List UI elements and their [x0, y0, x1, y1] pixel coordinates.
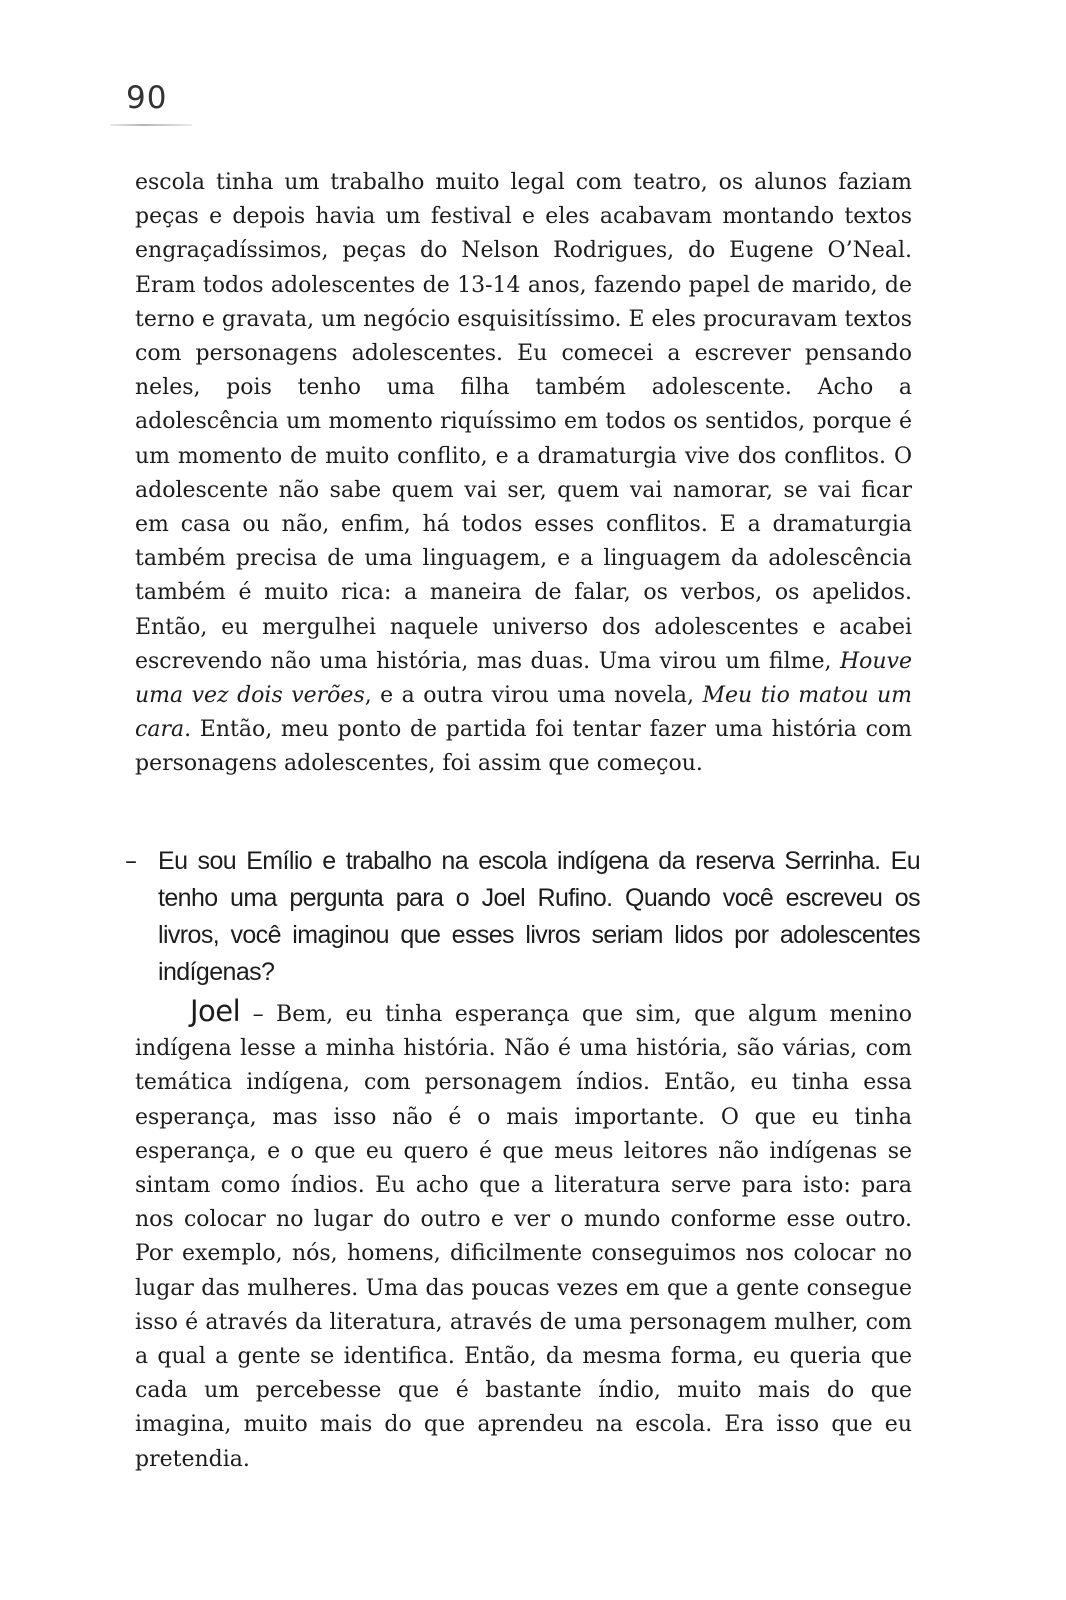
question-text: Eu sou Emílio e trabalho na escola indígena da reserva Serrinha. Eu tenho uma pergunta para o Joel Rufino. Quando você escreveu os livros, você imaginou que esses livros seriam lidos por adolescentes indígenas? — [158, 847, 920, 986]
speaker-name: Joel — [190, 994, 241, 1028]
page-number: 90 — [126, 80, 168, 116]
film-title: Houve uma vez dois verões — [135, 648, 912, 709]
paragraph-text-part: . Então, meu ponto de partida foi tentar fazer uma história com personagens adolescentes, foi assim que começou. — [135, 717, 912, 777]
page-number-underline — [110, 124, 192, 126]
answer-paragraph — [135, 994, 912, 1477]
answer-text: – Bem, eu tinha esperança que sim, que algum menino indígena lesse a minha história. Não é uma história, são várias, com temática indígena, com personagem índios. Então, eu tinha essa esperança, mas isso não é o mais importante. O que eu tinha esperança, e o que eu quero é que meus leitores não indígenas se sintam como índios. Eu acho que a literatura serve para isto: para nos colocar no lugar do outro e ver o mundo conforme esse outro. Por exemplo, nós, homens, dificilmente conseguimos nos colocar no lugar das mulheres. Uma das poucas vezes em que a gente consegue isso é através da literatura, através de uma personagem mulher, com a qual a gente se identifica. Então, da mesma forma, eu queria que cada um percebesse que é bastante índio, muito mais do que imagina, muito mais do que aprendeu na escola. Era isso que eu pretendia. — [135, 1002, 912, 1472]
question-dash: – — [125, 847, 137, 875]
paragraph-text-part: escola tinha um trabalho muito legal com teatro, os alunos faziam peças e depois havia um festival e eles acabavam montando textos engraçadíssimos, peças do Nelson Rodrigues, do Eugene O’Neal. Eram todos adolescentes de 13-14 anos, fazendo papel de marido, de terno e gravata, um negócio esquisitíssimo. E eles procuravam textos com personagens adolescentes. Eu comecei a escrever pensando neles, pois tenho uma filha também adolescente. Acho a adolescência um momento riquíssimo em todos os sentidos, porque é um momento de muito conflito, e a dramaturgia vive dos conflitos. O adolescente não sabe quem vai ser, quem vai namorar, se vai ficar em casa ou não, enfim, há todos esses conflitos. E a dramaturgia também precisa de uma linguagem, e a linguagem da adolescência também é muito rica: a maneira de falar, os verbos, os apelidos. Então, eu mergulhei naquele universo dos adolescentes e acabei escrevendo não uma história, mas duas. Uma virou um filme, — [135, 170, 912, 674]
novela-title: Meu tio matou um cara — [135, 683, 912, 743]
paragraph-text-part: , e a outra virou uma novela, — [364, 683, 703, 709]
paragraph-continued — [135, 166, 912, 782]
